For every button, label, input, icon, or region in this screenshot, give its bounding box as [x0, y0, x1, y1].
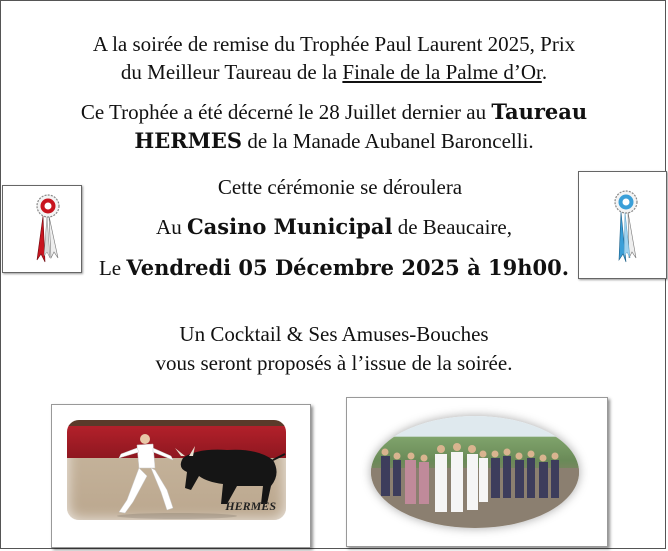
- intro-line-2: [0, 60, 668, 85]
- intro-line-1: [0, 32, 668, 57]
- venue-city: de Beaucaire,: [392, 215, 512, 239]
- cocktail-line-1: [0, 322, 668, 347]
- bull-photo-frame: [51, 404, 311, 548]
- bull-photo: [67, 420, 286, 520]
- intro-text-2-end: .: [541, 60, 548, 84]
- ceremony-line: [0, 175, 668, 200]
- right-rosette-box: [578, 171, 667, 279]
- intro-text-1: A la soirée de remise du Trophée Paul Laurent 2025, Prix: [92, 32, 576, 56]
- photo-caption: HERMES: [225, 499, 276, 513]
- intro-text-2: du Meilleur Taureau de la: [120, 60, 343, 84]
- group-photo: [371, 416, 579, 528]
- venue-prefix: Au: [156, 215, 187, 239]
- award-line-1: [0, 99, 668, 125]
- venue-name: Casino Municipal: [186, 214, 393, 239]
- bull-name: HERMES: [134, 128, 243, 153]
- group-photo-frame: [346, 397, 608, 547]
- crowd-illustration: [371, 416, 579, 528]
- cocktail-line-2: [0, 351, 668, 376]
- red-rosette-icon: [3, 186, 81, 272]
- ceremony-text: Cette cérémonie se déroulera: [217, 175, 463, 199]
- left-rosette-box: [2, 185, 82, 273]
- cocktail-text-1: Un Cocktail & Ses Amuses-Bouches: [179, 322, 489, 346]
- bull-word: Taureau: [491, 99, 588, 124]
- venue-line: [0, 214, 668, 240]
- cocktail-text-2: vous seront proposés à l’issue de la soirée.: [155, 351, 513, 375]
- event-date: Vendredi 05 Décembre 2025 à 19h00.: [126, 255, 570, 280]
- award-line-2: [0, 128, 668, 154]
- date-prefix: Le: [98, 256, 127, 280]
- date-line: [0, 255, 668, 281]
- manade-text: de la Manade Aubanel Baroncelli.: [242, 129, 534, 153]
- award-text-1: Ce Trophée a été décerné le 28 Juillet dernier au: [80, 100, 492, 124]
- blue-rosette-icon: [579, 172, 666, 278]
- finale-link[interactable]: Finale de la Palme d’Or: [342, 60, 542, 84]
